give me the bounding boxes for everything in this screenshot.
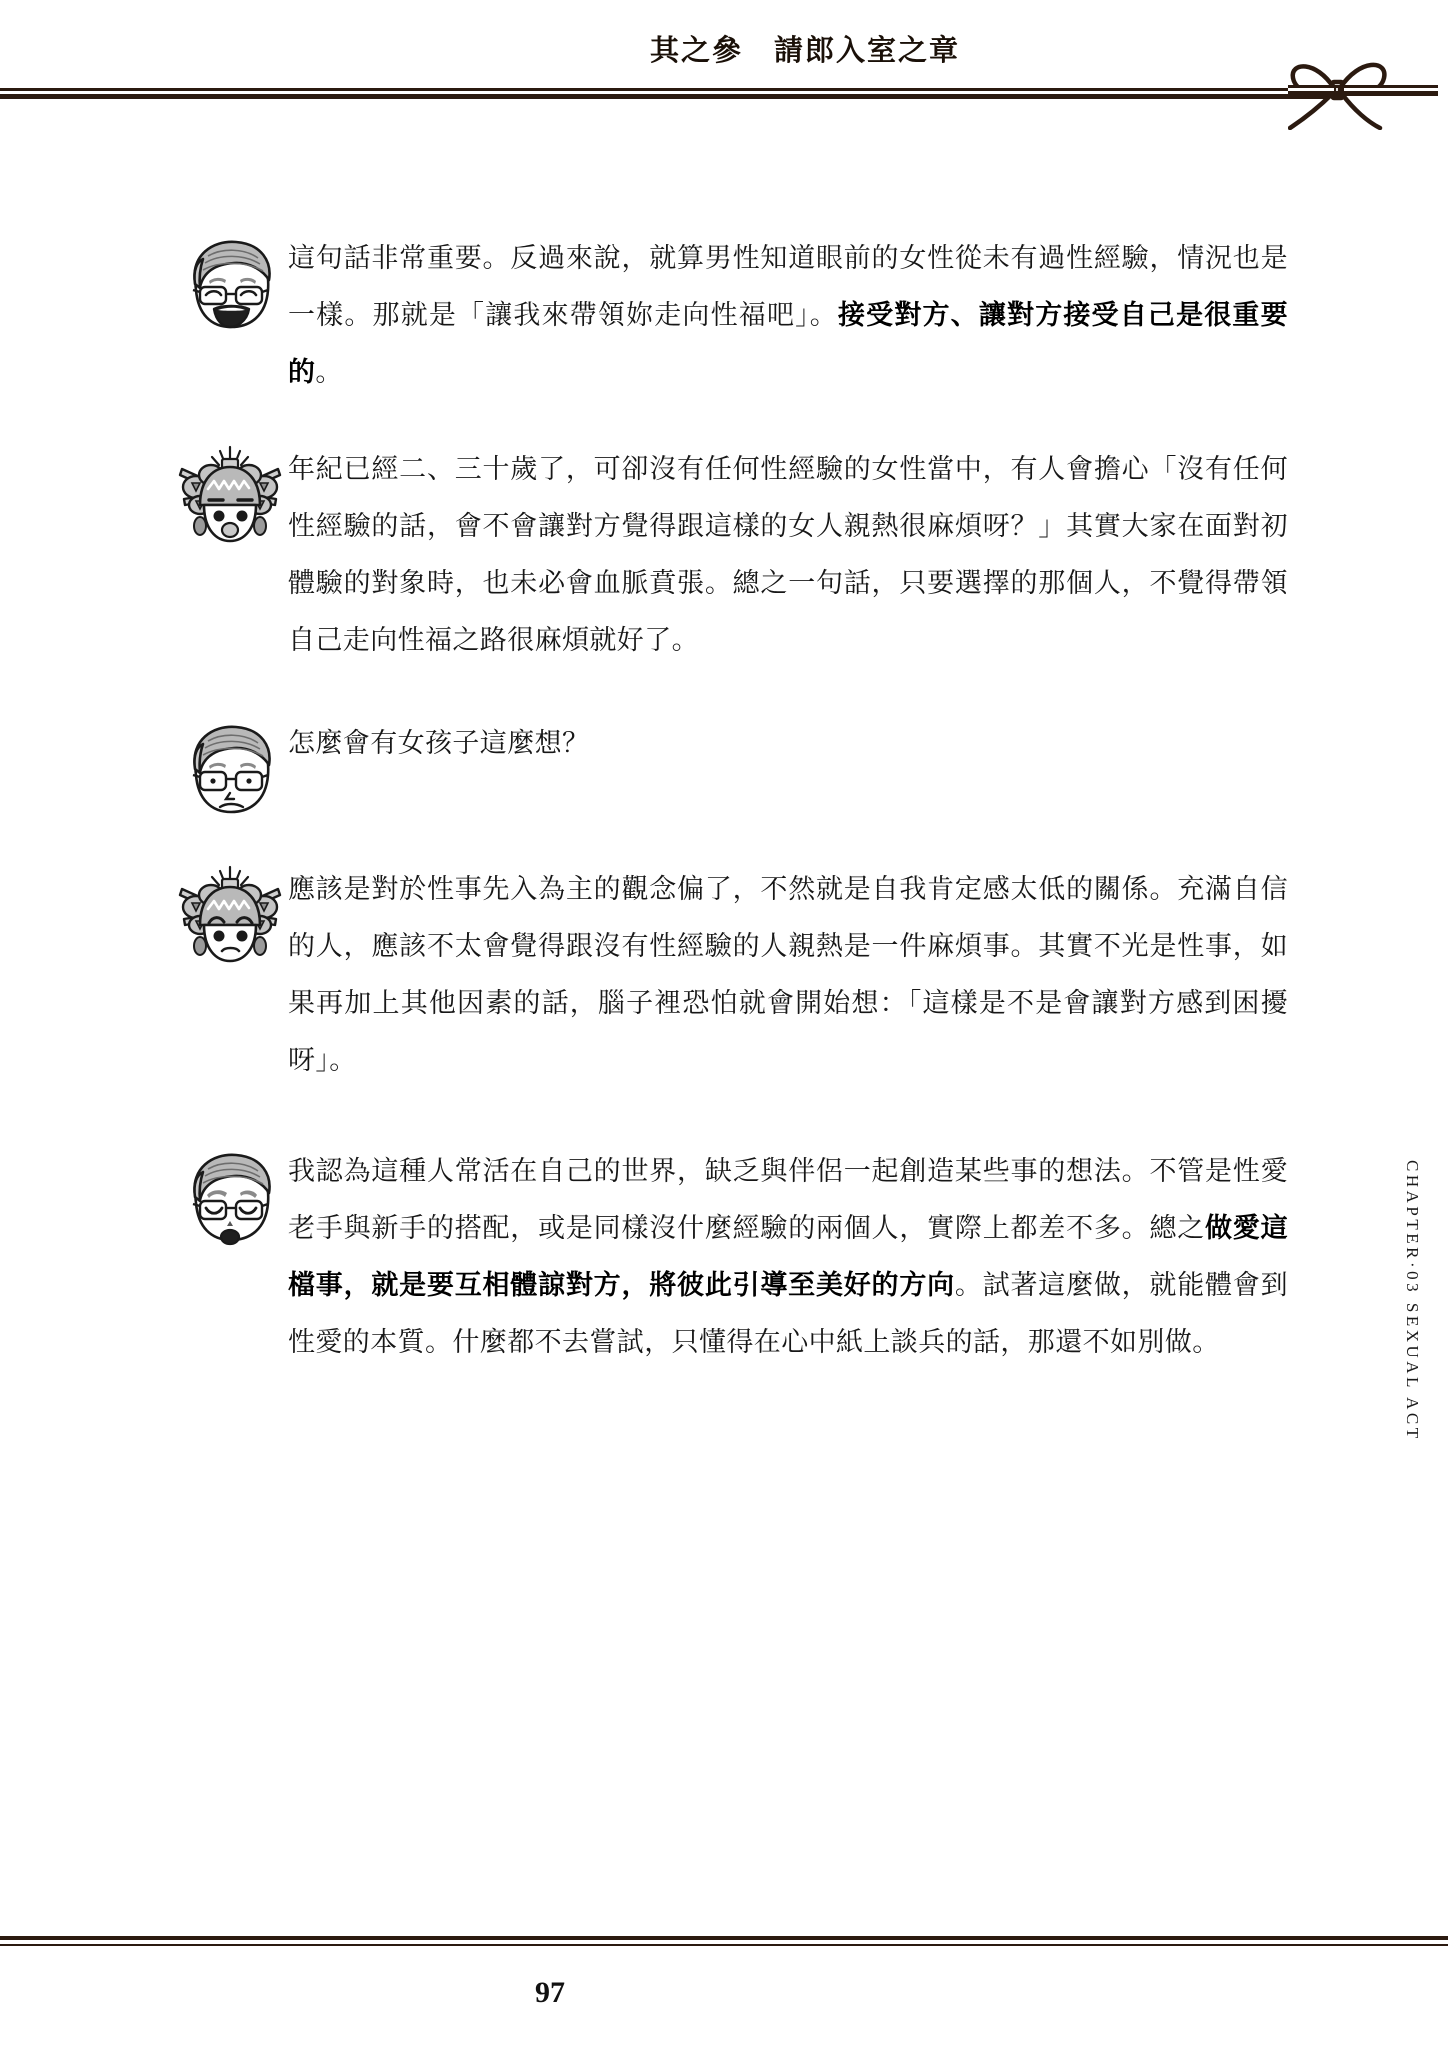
side-chapter-label: CHAPTER·03 SEXUAL ACT (1403, 1160, 1422, 1442)
avatar (178, 1145, 288, 1249)
ribbon-bow-icon (1288, 38, 1438, 130)
dialogue-block (0, 441, 1448, 669)
header-rule (0, 88, 1448, 101)
avatar (178, 232, 288, 336)
footer-rule-thick (0, 1936, 1448, 1940)
dialogue-block (0, 230, 1448, 401)
dialogue-block (0, 1143, 1448, 1371)
page-footer (0, 1928, 1448, 2048)
dialogue-block (0, 715, 1448, 821)
footer-rule-thin (0, 1944, 1448, 1946)
dialogue-text (288, 861, 1428, 1089)
oiran-woman-troubled-avatar (178, 863, 282, 967)
dialogue-text (288, 1143, 1428, 1371)
dialogue-segment: 應該是對於性事先入為主的觀念偏了，不然就是自我肯定感太低的關係。充滿自信的人，應該不太會覺得跟沒有性經驗的人親熱是一件麻煩事。其實不光是性事，如果再加上其他因素的話，腦子裡恐怕就會開始想：「這樣是不是會讓對方感到困擾呀」。 (288, 874, 1288, 1075)
elder-man-smiling-avatar (178, 232, 282, 336)
elder-man-eyes-closed-avatar (178, 1145, 282, 1249)
dialogue-segment: 怎麼會有女孩子這麼想？ (288, 728, 590, 758)
page-header (0, 0, 1448, 130)
dialogue-segment: 。 (315, 357, 343, 387)
dialogue-segment: 。試著這麼做，就能體會到性愛的本質。什麼都不去嘗試，只懂得在心中紙上談兵的話，那還不如別做。 (288, 1270, 1288, 1357)
page-number: 97 (535, 1976, 565, 2009)
dialogue-segment: 我認為這種人常活在自己的世界，缺乏與伴侶一起創造某些事的想法。不管是性愛老手與新手的搭配，或是同樣沒什麼經驗的兩個人，實際上都差不多。總之 (288, 1156, 1288, 1243)
dialogue-content (0, 230, 1448, 1371)
avatar (178, 717, 288, 821)
avatar (178, 443, 288, 547)
dialogue-block (0, 861, 1448, 1089)
dialogue-segment: 這句話非常重要。反過來說，就算男性知道眼前的女性從未有過性經驗，情況也是一樣。那就是「讓我來帶領妳走向性福吧」。 (288, 243, 1288, 330)
dialogue-segment-bold: 做愛這檔事，就是要互相體諒對方，將彼此引導至美好的方向 (288, 1213, 1288, 1300)
dialogue-text (288, 441, 1428, 669)
elder-man-questioning-avatar (178, 717, 282, 821)
dialogue-segment: 年紀已經二、三十歲了，可卻沒有任何性經驗的女性當中，有人會擔心「沒有任何性經驗的話，會不會讓對方覺得跟這樣的女人親熱很麻煩呀？」其實大家在面對初體驗的對象時，也未必會血脈賁張。總之一句話，只要選擇的那個人，不覺得帶領自己走向性福之路很麻煩就好了。 (288, 454, 1288, 655)
dialogue-text (288, 230, 1428, 401)
header-chapter-title: 其之參 請郎入室之章 (649, 35, 960, 67)
oiran-woman-neutral-avatar (178, 443, 282, 547)
dialogue-text (288, 715, 1428, 772)
avatar (178, 863, 288, 967)
footer-rule (0, 1936, 1448, 1947)
header-rule-thin (0, 88, 1330, 91)
header-rule-thick (0, 94, 1330, 99)
dialogue-segment-bold: 接受對方、讓對方接受自己是很重要的 (288, 300, 1288, 387)
